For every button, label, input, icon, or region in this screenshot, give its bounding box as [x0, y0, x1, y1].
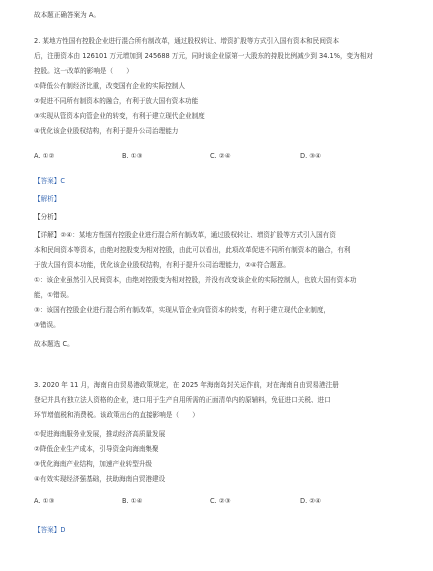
q2-stem-line-2: 后，注册资本由 126101 万元增加到 245688 万元，同时该企业原第一大股东的持股比例减少到 34.1%，变为相对: [34, 52, 373, 60]
q3-stem-line-3: 环节增值税和消费税。该政策出台的直接影响是（ ）: [34, 411, 199, 419]
q3-statement-2: ②降低企业生产成本，引导资金向海南集聚: [34, 445, 159, 453]
q3-answer: 【答案】D: [34, 526, 66, 534]
q3-statement-3: ③优化海南产业结构，加速产业转型升级: [34, 460, 153, 468]
q2-fenxi-heading: 【分析】: [34, 213, 61, 221]
q3-statement-1: ①促进海南服务业发展，推动经济高质量发展: [34, 430, 166, 438]
q2-detail-line-2: 本和民间资本等资本，由绝对控股变为相对控股，由此可以看出，此项改革促进不同所有制资本的融合，有利: [34, 246, 351, 254]
q2-option-a: A. ①②: [34, 152, 55, 160]
q2-detail-line-7: ③错误。: [34, 321, 60, 329]
q2-detail-line-3: 于放大国有资本功能，优化该企业股权结构，有利于提升公司治理能力，②④符合题意。: [34, 261, 290, 269]
q2-option-d: D. ③④: [300, 152, 322, 160]
q2-statement-3: ③实现从管资本向管企业的转变，有利于建立现代企业制度: [34, 112, 205, 120]
q3-option-d: D. ②④: [300, 497, 322, 505]
q2-conclusion: 故本题选 C。: [34, 340, 74, 348]
prev-conclusion: 故本题正确答案为 A。: [34, 11, 100, 19]
q2-option-b: B. ①③: [122, 152, 143, 160]
q2-detail-line-6: ③：该国有控股企业进行混合所有制改革，实现从管企业向管资本的转变，有利于建立现代企业制度，: [34, 306, 331, 314]
q3-stem-line-1: 3. 2020 年 11 月，海南自由贸易港政策规定，在 2025 年海南岛封关运作前，对在海南自由贸易港注册: [34, 381, 339, 389]
q2-detail-line-1: 【详解】②④：某地方性国有控股企业进行混合所有制改革，通过股权转让、增资扩股等方式引入国有资: [34, 231, 336, 239]
q2-stem-line-1: 2. 某地方性国有控股企业进行混合所有制改革，通过股权转让、增资扩股等方式引入国有资本和民间资本: [34, 37, 340, 45]
q2-statement-2: ②促进不同所有制资本的融合，有利于放大国有资本功能: [34, 97, 199, 105]
q3-option-c: C. ②③: [210, 497, 231, 505]
q2-detail-line-5: 能，①错误。: [34, 291, 73, 299]
q2-detail-line-4: ①：该企业虽然引入民间资本，由绝对控股变为相对控股，并没有改变该企业的实际控制人，也放大国有资本功: [34, 276, 357, 284]
q2-statement-1: ①降低公有制经济比重，改变国有企业的实际控制人: [34, 82, 185, 90]
q3-option-a: A. ①③: [34, 497, 55, 505]
q2-stem-line-3: 控股。这一改革的影响是（ ）: [34, 67, 133, 75]
q2-answer: 【答案】C: [34, 177, 65, 185]
q2-option-c: C. ②④: [210, 152, 231, 160]
q2-statement-4: ④优化该企业股权结构，有利于提升公司治理能力: [34, 127, 179, 135]
q3-option-b: B. ①④: [122, 497, 143, 505]
q3-statement-4: ④有效实现经济强基础，扶助海南自贸港建设: [34, 475, 166, 483]
q3-stem-line-2: 登记并具有独立法人资格的企业，进口用于生产自用所需的正面清单内的原辅料，免征进口关税、进口: [34, 396, 331, 404]
q2-analysis-heading: 【解析】: [34, 195, 61, 203]
